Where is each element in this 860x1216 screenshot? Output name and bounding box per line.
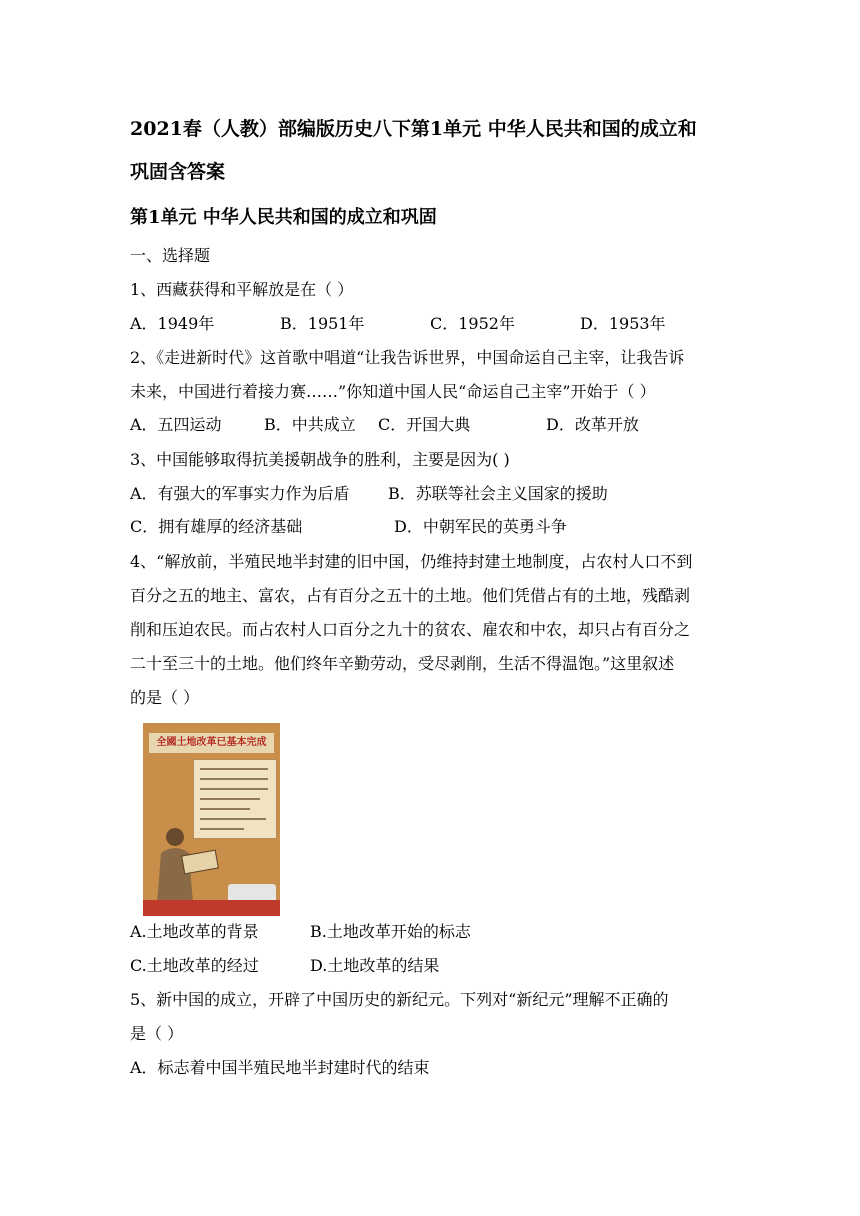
q4-option-d: D.土地改革的结果 [310,956,440,975]
poster-footer-banner [143,900,280,916]
q5-option-a: A．标志着中国半殖民地半封建时代的结束 [130,1058,430,1077]
q4-option-c: C.土地改革的经过 [130,956,259,975]
document-title: 2021春（人教）部编版历史八下第1单元 中华人民共和国的成立和 [130,118,697,140]
q3-option-b: B．苏联等社会主义国家的援助 [388,484,608,503]
question-1-stem: 1、西藏获得和平解放是在（ ） [130,280,354,299]
q4-option-a: A.土地改革的背景 [130,922,259,941]
q2-option-a: A．五四运动 [130,415,222,434]
question-4-stem-line-3: 削和压迫农民。而占农村人口百分之九十的贫农、雇农和中农，却只占有百分之 [130,620,691,639]
land-reform-poster-image [143,723,280,916]
question-4-stem-line-1: 4、“解放前，半殖民地半封建的旧中国，仍维持封建土地制度，占农村人口不到 [130,552,693,571]
q1-option-b: B．1951年 [280,314,365,333]
q2-option-d: D．改革开放 [546,415,639,434]
q3-option-d: D．中朝军民的英勇斗争 [394,517,567,536]
question-5-stem-line-2: 是（ ） [130,1024,184,1043]
question-3-stem: 3、中国能够取得抗美援朝战争的胜利，主要是因为( ) [130,450,510,469]
q2-option-c: C．开国大典 [378,415,471,434]
question-4-stem-line-2: 百分之五的地主、富农，占有百分之五十的土地。他们凭借占有的土地，残酷剥 [130,586,691,605]
q2-option-b: B．中共成立 [264,415,356,434]
q1-option-c: C．1952年 [430,314,515,333]
q3-option-a: A．有强大的军事实力作为后盾 [130,484,350,503]
q4-option-b: B.土地改革开始的标志 [310,922,471,941]
poster-title: 全國土地改革已基本完成 [149,733,274,753]
document-title-continued: 巩固含答案 [130,161,226,183]
section-heading: 一、选择题 [130,246,211,265]
question-5-stem-line-1: 5、新中国的成立，开辟了中国历史的新纪元。下列对“新纪元”理解不正确的 [130,990,669,1009]
question-4-stem-line-4: 二十至三十的土地。他们终年辛勤劳动，受尽剥削，生活不得温饱。”这里叙述 [130,654,675,673]
q1-option-d: D．1953年 [580,314,666,333]
question-4-stem-line-5: 的是（ ） [130,688,200,707]
unit-heading: 第1单元 中华人民共和国的成立和巩固 [130,207,437,228]
question-2-stem-line-1: 2、《走进新时代》这首歌中唱道“让我告诉世界，中国命运自己主宰，让我告诉 [130,348,685,367]
q1-option-a: A．1949年 [130,314,215,333]
q3-option-c: C．拥有雄厚的经济基础 [130,517,303,536]
farmer-figure-icon [153,823,223,903]
question-2-stem-line-2: 未来，中国进行着接力赛……”你知道中国人民“命运自己主宰”开始于（ ） [130,382,656,401]
